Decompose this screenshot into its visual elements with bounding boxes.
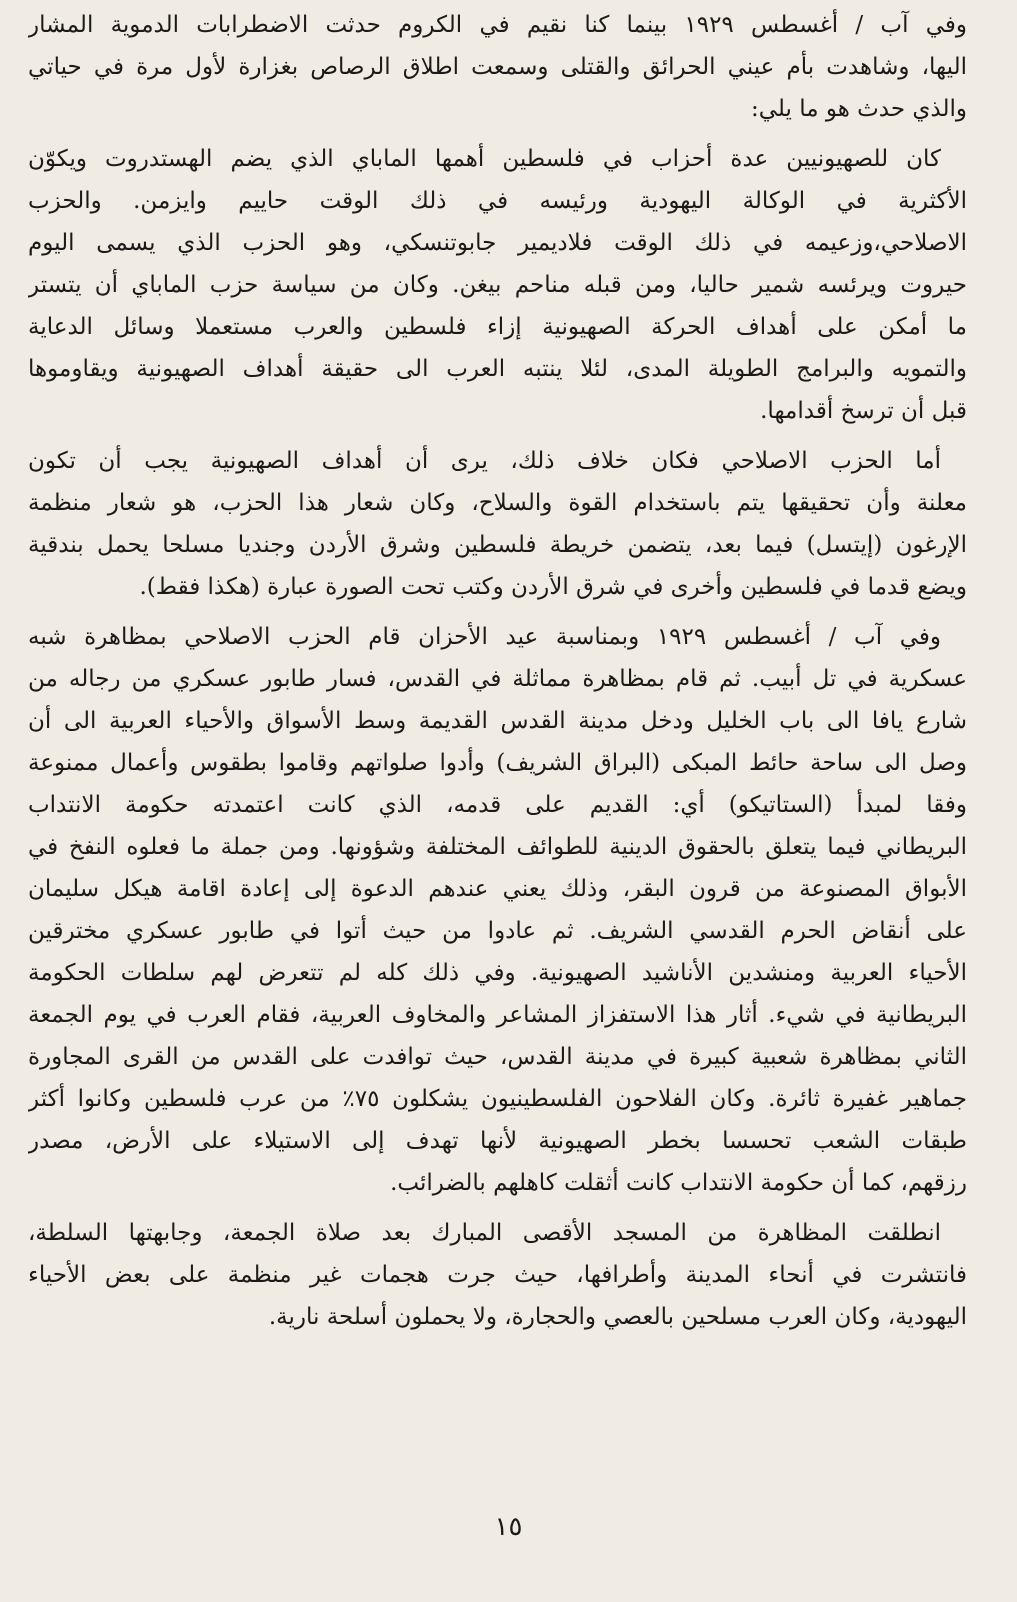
page-number: ١٥: [494, 1512, 523, 1542]
text-line: وفي آب / أغسطس ١٩٢٩ بينما كنا نقيم في الكروم حدثت الاضطرابات الدموية المشار: [28, 12, 967, 38]
text-line: فانتشرت في أنحاء المدينة وأطرافها، حيث جرت هجمات غير منظمة على بعض الأحياء: [28, 1262, 967, 1288]
text-line: رزقهم، كما أن حكومة الانتداب كانت أثقلت كاهلهم بالضرائب.: [390, 1170, 967, 1196]
text-line: على أنقاض الحرم القدسي الشريف. ثم عادوا من حيث أتوا في طابور عسكري مخترقين: [28, 918, 967, 944]
text-line: معلنة وأن تحقيقها يتم باستخدام القوة والسلاح، وكان شعار هذا الحزب، هو شعار منظمة: [28, 490, 967, 516]
paragraph: [28, 138, 967, 432]
text-line: ما أمكن على أهداف الحركة الصهيونية إزاء فلسطين والعرب مستعملا وسائل الدعاية: [28, 314, 967, 340]
text-line: حيروت ويرئسه شمير حاليا، ومن قبله مناحم بيغن. وكان من سياسة حزب الماباي أن يتستر: [28, 272, 967, 298]
text-line: قبل أن ترسخ أقدامها.: [760, 398, 967, 424]
text-line: طبقات الشعب تحسسا بخطر الصهيونية لأنها تهدف إلى الاستيلاء على الأرض، مصدر: [28, 1128, 967, 1154]
paragraph: [28, 440, 967, 608]
text-line: انطلقت المظاهرة من المسجد الأقصى المبارك بعد صلاة الجمعة، وجابهتها السلطة،: [28, 1220, 941, 1246]
text-line: اليهودية، وكان العرب مسلحين بالعصي والحجارة، ولا يحملون أسلحة نارية.: [268, 1304, 967, 1330]
text-line: الإرغون (إيتسل) فيما بعد، يتضمن خريطة فلسطين وشرق الأردن وجنديا مسلحا يحمل بندقية: [28, 532, 967, 558]
text-line: شارع يافا الى باب الخليل ودخل مدينة القدس القديمة وسط الأسواق والأحياء العربية الى أن: [28, 708, 967, 734]
text-line: وفي آب / أغسطس ١٩٢٩ وبمناسبة عيد الأحزان قام الحزب الاصلاحي بمظاهرة شبه: [28, 624, 942, 650]
paragraph: [28, 4, 967, 130]
paragraph: [28, 616, 967, 1204]
text-line: والتمويه والبرامج الطويلة المدى، لئلا ينتبه العرب الى حقيقة أهداف الصهيونية ويقاوموها: [28, 356, 967, 382]
text-line: الأحياء العربية ومنشدين الأناشيد الصهيونية. وفي ذلك كله لم تتعرض لهم سلطات الحكومة: [28, 960, 967, 986]
text-line: الثاني بمظاهرة شعبية كبيرة في مدينة القدس، حيث توافدت على القدس من القرى المجاورة: [28, 1044, 967, 1070]
text-line: أما الحزب الاصلاحي فكان خلاف ذلك، يرى أن أهداف الصهيونية يجب أن تكون: [28, 448, 941, 474]
text-line: ويضع قدما في فلسطين وأخرى في شرق الأردن وكتب تحت الصورة عبارة (هكذا فقط).: [139, 574, 967, 600]
text-line: وفقا لمبدأ (الستاتيكو) أي: القديم على قدمه، الذي كانت اعتمدته حكومة الانتداب: [28, 792, 967, 818]
text-line: كان للصهيونيين عدة أحزاب في فلسطين أهمها الماباي الذي يضم الهستدروت ويكوّن: [28, 146, 941, 172]
text-line: عسكرية في تل أبيب. ثم قام بمظاهرة مماثلة في القدس، فسار طابور عسكري من رجاله من: [28, 666, 967, 692]
text-line: والذي حدث هو ما يلي:: [750, 96, 967, 122]
text-line: البريطانية في شيء. أثار هذا الاستفزاز المشاعر والمخاوف العربية، فقام العرب في يوم الجمعة: [28, 1002, 967, 1028]
text-line: جماهير غفيرة ثائرة. وكان الفلاحون الفلسطينيون يشكلون ٧٥٪ من عرب فلسطين وكانوا أكثر: [28, 1086, 967, 1112]
paragraph: [28, 1212, 967, 1338]
text-line: وصل الى ساحة حائط المبكى (البراق الشريف) وأدوا صلواتهم وقاموا بطقوس وأعمال ممنوعة: [28, 750, 967, 776]
text-line: اليها، وشاهدت بأم عيني الحرائق والقتلى وسمعت اطلاق الرصاص بغزارة لأول مرة في حياتي: [28, 54, 967, 80]
body-text: [28, 4, 967, 1338]
text-line: الأبواق المصنوعة من قرون البقر، وذلك يعني عندهم الدعوة إلى إعادة اقامة هيكل سليمان: [28, 876, 967, 902]
text-line: الأكثرية في الوكالة اليهودية ورئيسه في ذلك الوقت حاييم وايزمن. والحزب: [28, 188, 967, 214]
text-line: البريطاني فيما يتعلق بالحقوق الدينية للطوائف المختلفة وشؤونها. ومن جملة ما فعلوه النفخ في: [28, 834, 967, 860]
text-line: الاصلاحي،وزعيمه في ذلك الوقت فلاديمير جابوتنسكي، وهو الحزب الذي يسمى اليوم: [28, 230, 967, 256]
